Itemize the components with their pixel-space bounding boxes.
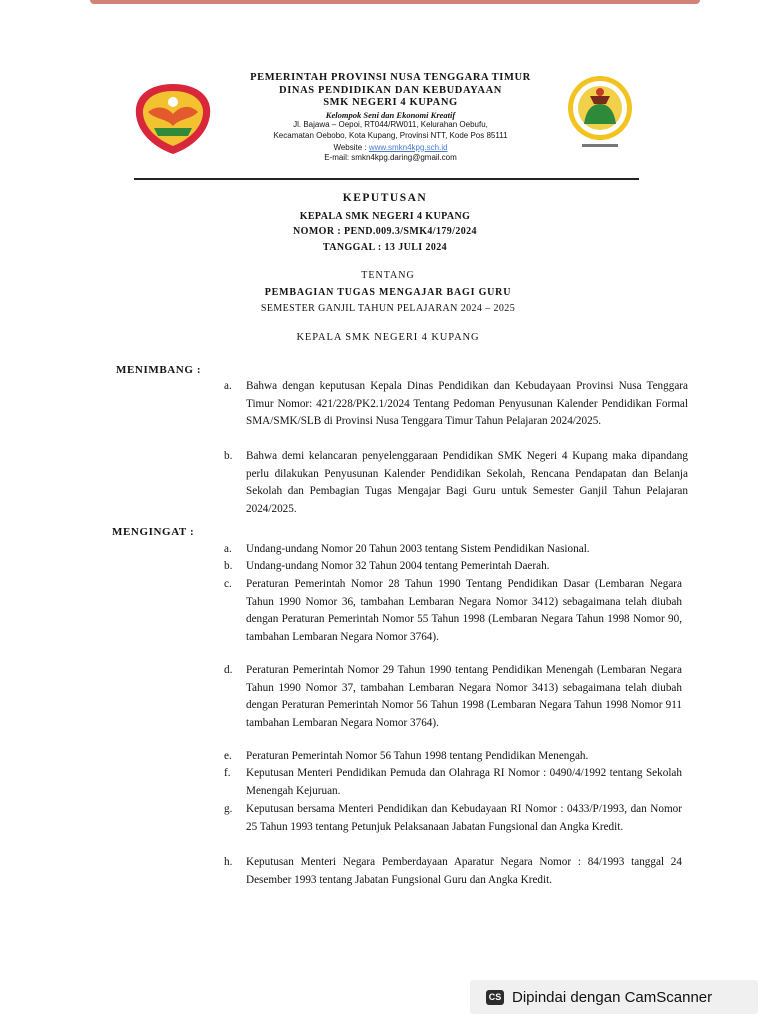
top-edge-stripe	[90, 0, 700, 4]
list-marker: c.	[224, 578, 232, 590]
decree-number: NOMOR : PEND.009.3/SMK4/179/2024	[293, 226, 477, 237]
camscanner-watermark	[470, 980, 758, 1014]
decree-date: TANGGAL : 13 JULI 2024	[322, 242, 448, 253]
about-period: SEMESTER GANJIL TAHUN PELAJARAN 2024 – 2025	[260, 303, 516, 314]
website-link[interactable]: www.smkn4kpg.sch.id	[368, 142, 448, 152]
about-subject: PEMBAGIAN TUGAS MENGAJAR BAGI GURU	[264, 287, 512, 298]
list-marker: h.	[224, 856, 233, 868]
list-marker: b.	[224, 450, 233, 462]
letterhead-address-1: Jl. Bajawa – Oepoi, RT044/RW011, Kelurahan Oebufu,	[293, 119, 488, 129]
section-mengingat-label: MENGINGAT :	[112, 526, 195, 538]
list-item-text: Bahwa demi kelancaran penyelenggaraan Pendidikan SMK Negeri 4 Kupang maka dipandang perlu dilakukan Penyusunan Kalender Pendidikan Sekolah, Rencana Pendapatan dan Belanja Sekolah dan Pembagian Tugas Mengajar Bagi Guru untuk Semester Ganjil Tahun Pelajaran 2024/2025.	[246, 450, 688, 515]
list-marker: a.	[224, 380, 232, 392]
list-marker: e.	[224, 750, 232, 762]
letterhead-address-2: Kecamatan Oebobo, Kota Kupang, Provinsi NTT, Kode Pos 85111	[273, 130, 508, 140]
list-item-text: Undang-undang Nomor 32 Tahun 2004 tentang Pemerintah Daerah.	[246, 560, 550, 572]
about-label: TENTANG	[361, 270, 415, 281]
list-item-text: Keputusan Menteri Negara Pemberdayaan Aparatur Negara Nomor : 84/1993 tanggal 24 Desember 1993 tentang Jabatan Fungsional Guru dan Angka Kredit.	[246, 856, 682, 886]
decree-issuer: KEPALA SMK NEGERI 4 KUPANG	[299, 211, 471, 222]
camscanner-icon: CS	[486, 990, 504, 1005]
letterhead	[218, 72, 563, 163]
list-marker: f.	[224, 767, 231, 779]
list-marker: g.	[224, 803, 233, 815]
province-emblem-logo	[134, 82, 212, 156]
school-emblem-logo	[564, 74, 636, 152]
section-menimbang-label: MENIMBANG :	[116, 364, 202, 376]
letterhead-line-school: SMK NEGERI 4 KUPANG	[323, 97, 458, 109]
list-item-text: Bahwa dengan keputusan Kepala Dinas Pendidikan dan Kebudayaan Provinsi Nusa Tenggara Timur Nomor: 421/228/PK2.1/2024 Tentang Pedoman Penyusunan Kalender Pendidikan Formal SMA/SMK/SLB di Provinsi Nusa Tenggara Timur Tahun Pelajaran 2024/2025.	[246, 380, 688, 427]
about-authority: KEPALA SMK NEGERI 4 KUPANG	[296, 332, 480, 343]
letterhead-email: E-mail: smkn4kpg.daring@gmail.com	[324, 153, 457, 163]
letterhead-line-group: Kelompok Seni dan Ekonomi Kreatif	[325, 109, 456, 120]
list-marker: a.	[224, 543, 232, 555]
letterhead-website	[218, 143, 563, 153]
letterhead-line-government: PEMERINTAH PROVINSI NUSA TENGGARA TIMUR	[250, 72, 531, 83]
website-label: Website :	[333, 142, 369, 152]
letterhead-divider	[134, 178, 639, 180]
list-item-text: Undang-undang Nomor 20 Tahun 2003 tentang Sistem Pendidikan Nasional.	[246, 543, 590, 555]
list-item-text: Peraturan Pemerintah Nomor 56 Tahun 1998 tentang Pendidikan Menengah.	[246, 750, 589, 762]
letterhead-line-department: DINAS PENDIDIKAN DAN KEBUDAYAAN	[279, 84, 502, 96]
decree-title: KEPUTUSAN	[342, 192, 428, 204]
list-item-text: Peraturan Pemerintah Nomor 29 Tahun 1990 tentang Pendidikan Menengah (Lembaran Negara Tahun 1990 Nomor 37, tambahan Lembaran Negara Nomor 3413) sebagaimana telah diubah dengan Peraturan Pemerintah Nomor 56 Tahun 1998 (Lembaran Negara Tahun 1998 Nomor 911 tambahan Lembaran Negara Nomor 3764).	[246, 664, 682, 729]
list-item-text: Keputusan Menteri Pendidikan Pemuda dan Olahraga RI Nomor : 0490/4/1992 tentang Sekolah Menengah Kejuruan.	[246, 767, 682, 797]
list-marker: d.	[224, 664, 233, 676]
list-marker: b.	[224, 560, 233, 572]
camscanner-text: Dipindai dengan CamScanner	[512, 988, 713, 1006]
list-item-text: Peraturan Pemerintah Nomor 28 Tahun 1990 Tentang Pendidikan Dasar (Lembaran Negara Tahun 1990 Nomor 36, tambahan Lembaran Negara Nomor 3412) sebagaimana telah diubah dengan Peraturan Pemerintah Nomor 55 Tahun 1998 (Lembaran Negara Tahun 1998 Nomor 90, tambahan Lembaran Negara Nomor 3764).	[246, 578, 682, 643]
list-item-text: Keputusan bersama Menteri Pendidikan dan Kebudayaan RI Nomor : 0433/P/1993, dan Nomor 25 Tahun 1993 tentang Petunjuk Pelaksanaan Jabatan Fungsional dan Angka Kredit.	[246, 803, 682, 833]
